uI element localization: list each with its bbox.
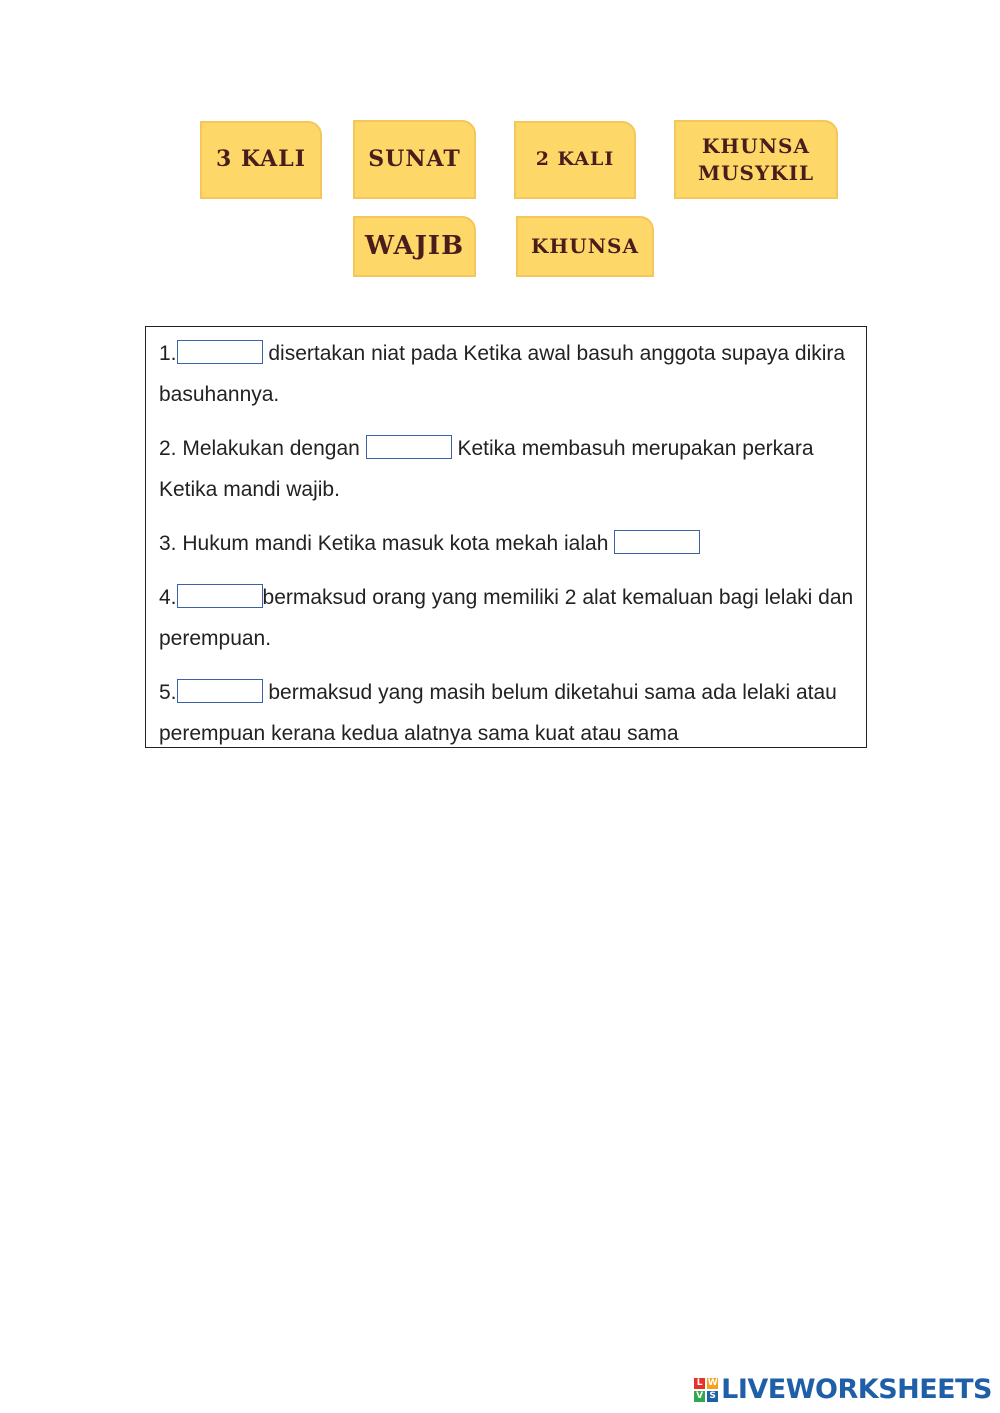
answer-drop-zone-4[interactable]	[177, 584, 263, 608]
logo-cell: W	[707, 1377, 718, 1388]
question-1	[159, 333, 854, 415]
answer-drop-zone-5[interactable]	[177, 679, 263, 703]
question-2-text: Ketika membasuh merupakan perkara Ketika mandi wajib.	[159, 437, 814, 501]
question-3	[159, 523, 854, 564]
question-3-prefix: 3. Hukum mandi Ketika masuk kota mekah ialah	[159, 532, 615, 555]
liveworksheets-footer	[694, 1374, 992, 1405]
question-5	[159, 672, 854, 748]
question-4-text: bermaksud orang yang memiliki 2 alat kemaluan bagi lelaki dan perempuan.	[159, 586, 854, 650]
answer-drop-zone-1[interactable]	[177, 340, 263, 364]
question-1-text: disertakan niat pada Ketika awal basuh anggota supaya dikira basuhannya.	[159, 342, 846, 406]
liveworksheets-logo-icon	[694, 1378, 718, 1402]
question-4-prefix: 4.	[159, 586, 177, 609]
question-5-text: bermaksud yang masih belum diketahui sama ada lelaki atau perempuan kerana kedua alatnya sama kuat atau sama	[159, 681, 837, 745]
answer-card-sunat[interactable]: SUNAT	[353, 120, 476, 199]
brand-name: LIVEWORKSHEETS	[721, 1374, 992, 1405]
question-1-prefix: 1.	[159, 342, 177, 365]
logo-cell: V	[694, 1391, 705, 1402]
question-2-prefix: 2. Melakukan dengan	[159, 437, 366, 460]
logo-cell: L	[694, 1378, 705, 1389]
answer-card-khunsa[interactable]: KHUNSA	[516, 216, 654, 277]
answer-card-khunsa-musykil[interactable]: KHUNSA MUSYKIL	[674, 120, 838, 199]
answer-drop-zone-3[interactable]	[614, 530, 700, 554]
answer-drop-zone-2[interactable]	[366, 435, 452, 459]
answer-card-wajib[interactable]: WAJIB	[353, 216, 476, 277]
question-5-prefix: 5.	[159, 681, 177, 704]
answer-card-3-kali[interactable]: 3 KALI	[200, 121, 322, 199]
question-4	[159, 577, 854, 659]
question-box	[145, 326, 867, 748]
logo-cell: S	[707, 1391, 718, 1402]
question-2	[159, 428, 854, 510]
answer-card-2-kali[interactable]: 2 KALI	[514, 121, 636, 199]
